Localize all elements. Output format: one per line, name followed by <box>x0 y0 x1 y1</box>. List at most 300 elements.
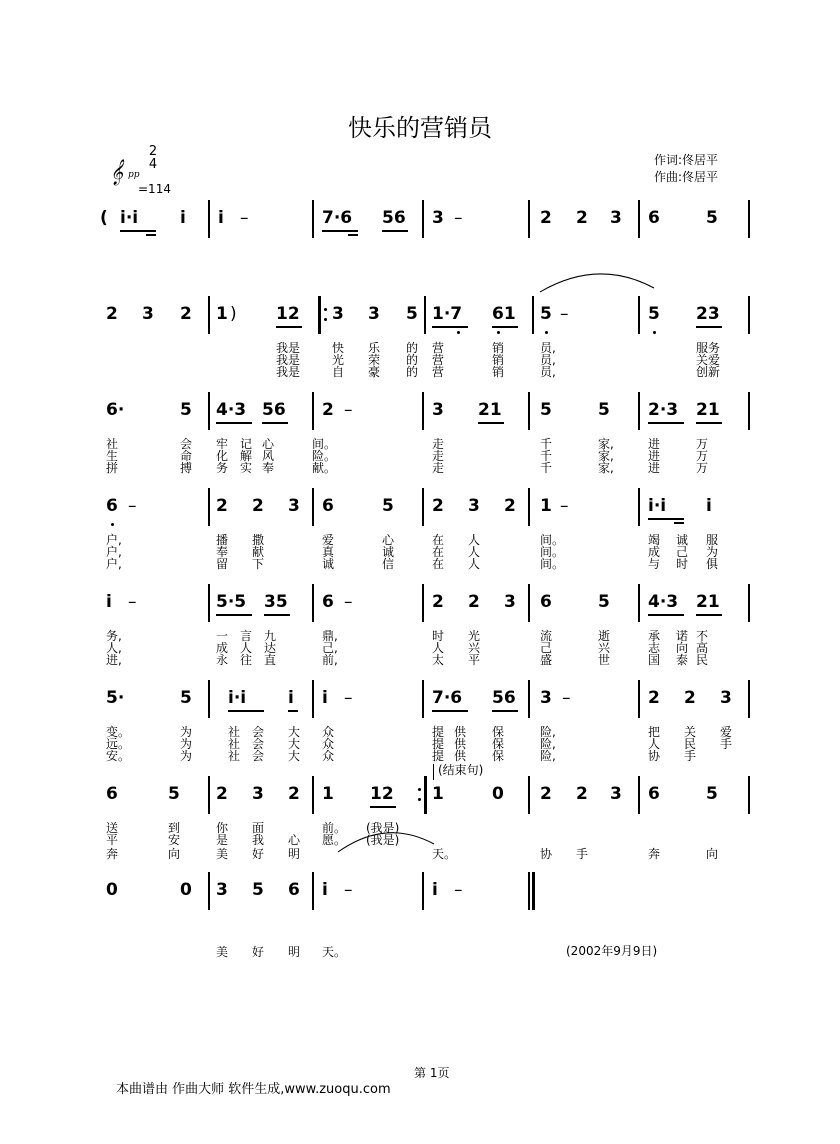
lyric: 达 <box>264 641 277 655</box>
note: – <box>454 880 463 900</box>
lyric: 心 <box>382 533 395 547</box>
lyric: 务, <box>106 629 122 643</box>
note: i <box>218 208 224 228</box>
note: 2 <box>432 592 444 612</box>
lyric: 志 <box>648 641 661 655</box>
lyric: (我是) <box>366 821 400 835</box>
lyric: 流 <box>540 629 553 643</box>
lyric: 好 <box>252 945 265 959</box>
lyric: 自 <box>332 365 345 379</box>
lyric: 户, <box>106 557 122 571</box>
lyric: 言 <box>240 629 253 643</box>
repeat-barline <box>424 776 427 814</box>
lyric: 向 <box>676 641 689 655</box>
lyric: 关 <box>684 725 697 739</box>
barline <box>208 200 210 238</box>
lyric: 大 <box>288 725 301 739</box>
lyric: 人 <box>468 533 481 547</box>
time-sig-top: 2 <box>148 144 158 159</box>
lyric: 远。 <box>106 737 131 751</box>
lyric: 间。 <box>540 557 565 571</box>
lyric: 进 <box>648 437 661 451</box>
lyric: 人 <box>240 641 253 655</box>
lyric: 员, <box>540 353 556 367</box>
lyric: 千 <box>540 461 553 475</box>
lyric: 众 <box>322 737 335 751</box>
lyric: 心 <box>262 437 275 451</box>
lyric: 为 <box>706 545 719 559</box>
lyric: 爱 <box>720 725 733 739</box>
barline <box>638 392 640 430</box>
note: 6· <box>106 400 125 420</box>
note: 23 <box>696 304 720 324</box>
lyric: 乐 <box>368 341 381 355</box>
lyric: 保 <box>492 749 505 763</box>
lyric: 千 <box>540 449 553 463</box>
lyric: 永 <box>216 653 229 667</box>
lyric: 高 <box>696 641 709 655</box>
footer-note: 本曲谱由 作曲大师 软件生成,www.zuoqu.com <box>116 1082 391 1097</box>
meter-block <box>108 144 171 196</box>
note: 2 <box>648 688 660 708</box>
lyric: 快 <box>332 341 345 355</box>
note: 6 <box>106 496 118 516</box>
staff-line-6 <box>100 680 760 777</box>
lyric: 化 <box>216 449 229 463</box>
page-number: 第 1页 <box>414 1066 450 1080</box>
lyric: 会 <box>252 737 265 751</box>
note: i <box>432 880 438 900</box>
underline <box>674 522 684 524</box>
lyric: 平 <box>106 833 119 847</box>
lyric: 销 <box>492 341 505 355</box>
underline <box>382 230 408 232</box>
lyric: 把 <box>648 725 661 739</box>
note: – <box>560 304 569 324</box>
repeat-dot <box>324 308 327 311</box>
note: 3 <box>252 784 264 804</box>
note: 12 <box>276 304 300 324</box>
underline <box>432 326 468 328</box>
note: 2 <box>576 784 588 804</box>
underline <box>492 326 518 328</box>
lyric: 成 <box>216 641 229 655</box>
lyric: 一 <box>216 629 229 643</box>
lyric: 营 <box>432 353 445 367</box>
final-barline-thin <box>528 872 530 910</box>
note: 21 <box>696 592 720 612</box>
note: 3 <box>468 496 480 516</box>
note: – <box>128 592 137 612</box>
lyric: 走 <box>432 449 445 463</box>
lyric: 民 <box>696 653 709 667</box>
lyric: 奔 <box>648 847 661 861</box>
lyric: 奉 <box>216 545 229 559</box>
low-dot <box>111 523 114 526</box>
underline <box>370 806 396 808</box>
lyric: 我 <box>252 833 265 847</box>
lyric: 解 <box>240 449 253 463</box>
barline <box>748 200 750 238</box>
lyric: 万 <box>696 461 709 475</box>
lyric: 信 <box>382 557 395 571</box>
barline <box>528 200 530 238</box>
underline <box>228 710 264 712</box>
note: 2 <box>216 784 228 804</box>
lyric: 社 <box>228 749 241 763</box>
note: 0 <box>180 880 192 900</box>
lyric: 社 <box>228 725 241 739</box>
slur <box>538 270 658 300</box>
lyric: 险, <box>540 737 556 751</box>
barline <box>208 776 210 814</box>
final-barline-thick <box>532 872 535 910</box>
barline <box>422 488 424 526</box>
lyric: 提 <box>432 749 445 763</box>
lyric: 社 <box>228 737 241 751</box>
lyric: 献。 <box>312 461 337 475</box>
lyric: 承 <box>648 629 661 643</box>
barline <box>748 680 750 718</box>
lyric: 到 <box>168 821 181 835</box>
lyric: 平 <box>468 653 481 667</box>
note: 7·6 <box>432 688 463 708</box>
lyric: 众 <box>322 725 335 739</box>
underline <box>120 230 156 232</box>
note: 5 <box>180 400 192 420</box>
note: – <box>240 208 249 228</box>
lyric: 面 <box>252 821 265 835</box>
barline <box>638 200 640 238</box>
lyric: 泰 <box>676 653 689 667</box>
lyric: 拼 <box>106 461 119 475</box>
lyric: 我是 <box>276 353 301 367</box>
lyric: 记 <box>240 437 253 451</box>
underline <box>696 614 722 616</box>
lyric: 美 <box>216 945 229 959</box>
lyric: 险, <box>540 749 556 763</box>
lyric: 提 <box>432 737 445 751</box>
lyric: 豪 <box>368 365 381 379</box>
barline <box>312 584 314 622</box>
note: 5 <box>406 304 418 324</box>
note: 2 <box>540 208 552 228</box>
lyric: 户, <box>106 533 122 547</box>
barline <box>422 584 424 622</box>
lyric: 家, <box>598 461 614 475</box>
note: 6 <box>106 784 118 804</box>
song-title: 快乐的营销员 <box>348 114 492 142</box>
lyric: 万 <box>696 437 709 451</box>
lyric: 我是 <box>276 341 301 355</box>
barline <box>208 584 210 622</box>
underline <box>146 234 156 236</box>
lyric: 时 <box>676 557 689 571</box>
lyric: 不 <box>696 629 709 643</box>
staff-line-3 <box>100 392 760 475</box>
staff-line-5 <box>100 584 760 667</box>
barline <box>638 296 640 334</box>
barline <box>528 392 530 430</box>
barline <box>528 488 530 526</box>
note: 2 <box>252 496 264 516</box>
lyric: 的 <box>406 365 419 379</box>
svg-text:𝄞: 𝄞 <box>110 160 124 185</box>
lyric: 己 <box>540 641 553 655</box>
note: i·i <box>648 496 667 516</box>
lyric: 供 <box>454 737 467 751</box>
lyric: 下 <box>252 557 265 571</box>
note: i <box>322 880 328 900</box>
barline <box>638 584 640 622</box>
barline <box>422 200 424 238</box>
lyric: 愿。 <box>322 833 347 847</box>
lyric: 家, <box>598 449 614 463</box>
note: 2 <box>576 208 588 228</box>
lyric: 诚 <box>382 545 395 559</box>
note: 5 <box>706 784 718 804</box>
lyric: 会 <box>252 749 265 763</box>
lyric: 天。 <box>432 847 457 861</box>
note: 6 <box>648 208 660 228</box>
lyric: 荣 <box>368 353 381 367</box>
lyric: 俱 <box>706 557 719 571</box>
note: 2 <box>468 592 480 612</box>
note: 2 <box>216 496 228 516</box>
underline <box>648 422 684 424</box>
staff-line-1 <box>100 200 760 260</box>
lyric: 变。 <box>106 725 131 739</box>
underline <box>648 614 684 616</box>
lyric: 协 <box>648 749 661 763</box>
lyric: 时 <box>432 629 445 643</box>
note: i·i <box>120 208 139 228</box>
note: i <box>322 688 328 708</box>
lyric: 营 <box>432 341 445 355</box>
lyric: 家, <box>598 437 614 451</box>
underline <box>322 230 358 232</box>
note: – <box>560 496 569 516</box>
note: ) <box>230 304 237 324</box>
lyric: 手 <box>720 737 733 751</box>
lyric: 供 <box>454 749 467 763</box>
lyric: 进, <box>106 653 122 667</box>
note: 4·3 <box>216 400 247 420</box>
barline <box>638 680 640 718</box>
lyric: 万 <box>696 449 709 463</box>
lyric: 在 <box>432 545 445 559</box>
underline <box>348 234 358 236</box>
barline <box>312 872 314 910</box>
lyric: 众 <box>322 749 335 763</box>
note: 6 <box>648 784 660 804</box>
lyric: 员, <box>540 365 556 379</box>
lyric: 美 <box>216 847 229 861</box>
lyric: 营 <box>432 365 445 379</box>
lyric: 人, <box>106 641 122 655</box>
lyric: 社 <box>106 437 119 451</box>
lyric: 人 <box>468 545 481 559</box>
lyric: 真 <box>322 545 335 559</box>
lyric: 留 <box>216 557 229 571</box>
note: i <box>288 688 294 708</box>
time-sig-bottom: 4 <box>148 157 158 172</box>
barline <box>208 680 210 718</box>
lyric: 盛 <box>540 653 553 667</box>
note: 6 <box>322 592 334 612</box>
lyric: 服 <box>706 533 719 547</box>
lyric: (我是) <box>366 833 400 847</box>
lyric: 创新 <box>696 365 721 379</box>
note: – <box>562 688 571 708</box>
lyric: 你 <box>216 821 229 835</box>
barline <box>422 680 424 718</box>
lyric: 安。 <box>106 749 131 763</box>
lyric: 撒 <box>252 533 265 547</box>
lyric: 国 <box>648 653 661 667</box>
lyric: 风 <box>262 449 275 463</box>
lyric: 心 <box>288 833 301 847</box>
barline <box>638 776 640 814</box>
barline <box>748 584 750 622</box>
underline <box>288 710 298 712</box>
lyric: 在 <box>432 557 445 571</box>
low-dot <box>457 331 460 334</box>
repeat-dot <box>324 318 327 321</box>
note: 5 <box>180 688 192 708</box>
lyric: 己 <box>676 545 689 559</box>
lyric: 向 <box>706 847 719 861</box>
lyric: 光 <box>332 353 345 367</box>
underline <box>432 710 468 712</box>
note: 2 <box>432 496 444 516</box>
note: – <box>128 496 137 516</box>
lyric: 爱 <box>322 533 335 547</box>
lyric: 人 <box>432 641 445 655</box>
lyric: 在 <box>432 533 445 547</box>
note: 21 <box>478 400 502 420</box>
lyric: 险。 <box>312 449 337 463</box>
note: 5 <box>706 208 718 228</box>
lyric: 供 <box>454 725 467 739</box>
underline <box>696 422 722 424</box>
note: 2 <box>180 304 192 324</box>
note: 3 <box>288 496 300 516</box>
lyric: 奉 <box>262 461 275 475</box>
note: 3 <box>432 400 444 420</box>
note: – <box>344 592 353 612</box>
underline <box>262 422 288 424</box>
lyric: 兴 <box>468 641 481 655</box>
lyric: 保 <box>492 725 505 739</box>
lyric: 的 <box>406 353 419 367</box>
barline <box>528 680 530 718</box>
underline <box>264 614 290 616</box>
underline <box>478 422 504 424</box>
note: 6 <box>322 496 334 516</box>
note: 61 <box>492 304 516 324</box>
lyric: 务 <box>216 461 229 475</box>
barline <box>312 680 314 718</box>
repeat-dot <box>418 798 421 801</box>
svg-text:pp: pp <box>128 170 140 180</box>
barline <box>748 776 750 814</box>
barline <box>638 488 640 526</box>
lyric: 诚 <box>322 557 335 571</box>
lyric: 逝 <box>598 629 611 643</box>
lyric: 鼎, <box>322 629 338 643</box>
lyric: 献 <box>252 545 265 559</box>
note: 5 <box>168 784 180 804</box>
note: 3 <box>142 304 154 324</box>
note: 3 <box>504 592 516 612</box>
note: – <box>344 400 353 420</box>
note: 56 <box>382 208 406 228</box>
lyric: 人 <box>468 557 481 571</box>
composition-date: (2002年9月9日) <box>566 944 658 958</box>
low-dot <box>653 331 656 334</box>
note: ( <box>100 208 108 228</box>
underline <box>216 422 252 424</box>
barline <box>208 872 210 910</box>
note: 2 <box>504 496 516 516</box>
lyric: 与 <box>648 557 661 571</box>
note: 3 <box>610 784 622 804</box>
lyric: 保 <box>492 737 505 751</box>
lyric: 手 <box>684 749 697 763</box>
lyric: 间。 <box>540 533 565 547</box>
barline <box>312 776 314 814</box>
barline <box>424 296 426 334</box>
note: 1 <box>432 784 444 804</box>
note: 5 <box>540 304 552 324</box>
note: 1 <box>540 496 552 516</box>
note: i <box>706 496 712 516</box>
lyric: 诺 <box>676 629 689 643</box>
lyric: 己, <box>322 641 338 655</box>
lyric: 大 <box>288 737 301 751</box>
barline <box>748 296 750 334</box>
note: 3 <box>610 208 622 228</box>
lyric: 实 <box>240 461 253 475</box>
lyric: 太 <box>432 653 445 667</box>
lyric: 世 <box>598 653 611 667</box>
note: 0 <box>492 784 504 804</box>
underline <box>696 326 722 328</box>
barline <box>208 296 210 334</box>
lyric: 生 <box>106 449 119 463</box>
barline <box>528 584 530 622</box>
note: 56 <box>262 400 286 420</box>
lyric: 明 <box>288 847 301 861</box>
note: 4·3 <box>648 592 679 612</box>
note: 3 <box>540 688 552 708</box>
lyric: 搏 <box>180 461 193 475</box>
lyric: 会 <box>180 437 193 451</box>
note: 5· <box>106 688 125 708</box>
note: 1 <box>216 304 228 324</box>
lyric: 销 <box>492 365 505 379</box>
lyric: 协 <box>540 847 553 861</box>
lyric: 走 <box>432 461 445 475</box>
lyricist-credit: 作词:佟居平 <box>654 153 719 167</box>
lyric: 竭 <box>648 533 661 547</box>
barline <box>208 488 210 526</box>
lyric: 命 <box>180 449 193 463</box>
lyric: 为 <box>180 737 193 751</box>
lyric: 千 <box>540 437 553 451</box>
barline <box>528 776 530 814</box>
